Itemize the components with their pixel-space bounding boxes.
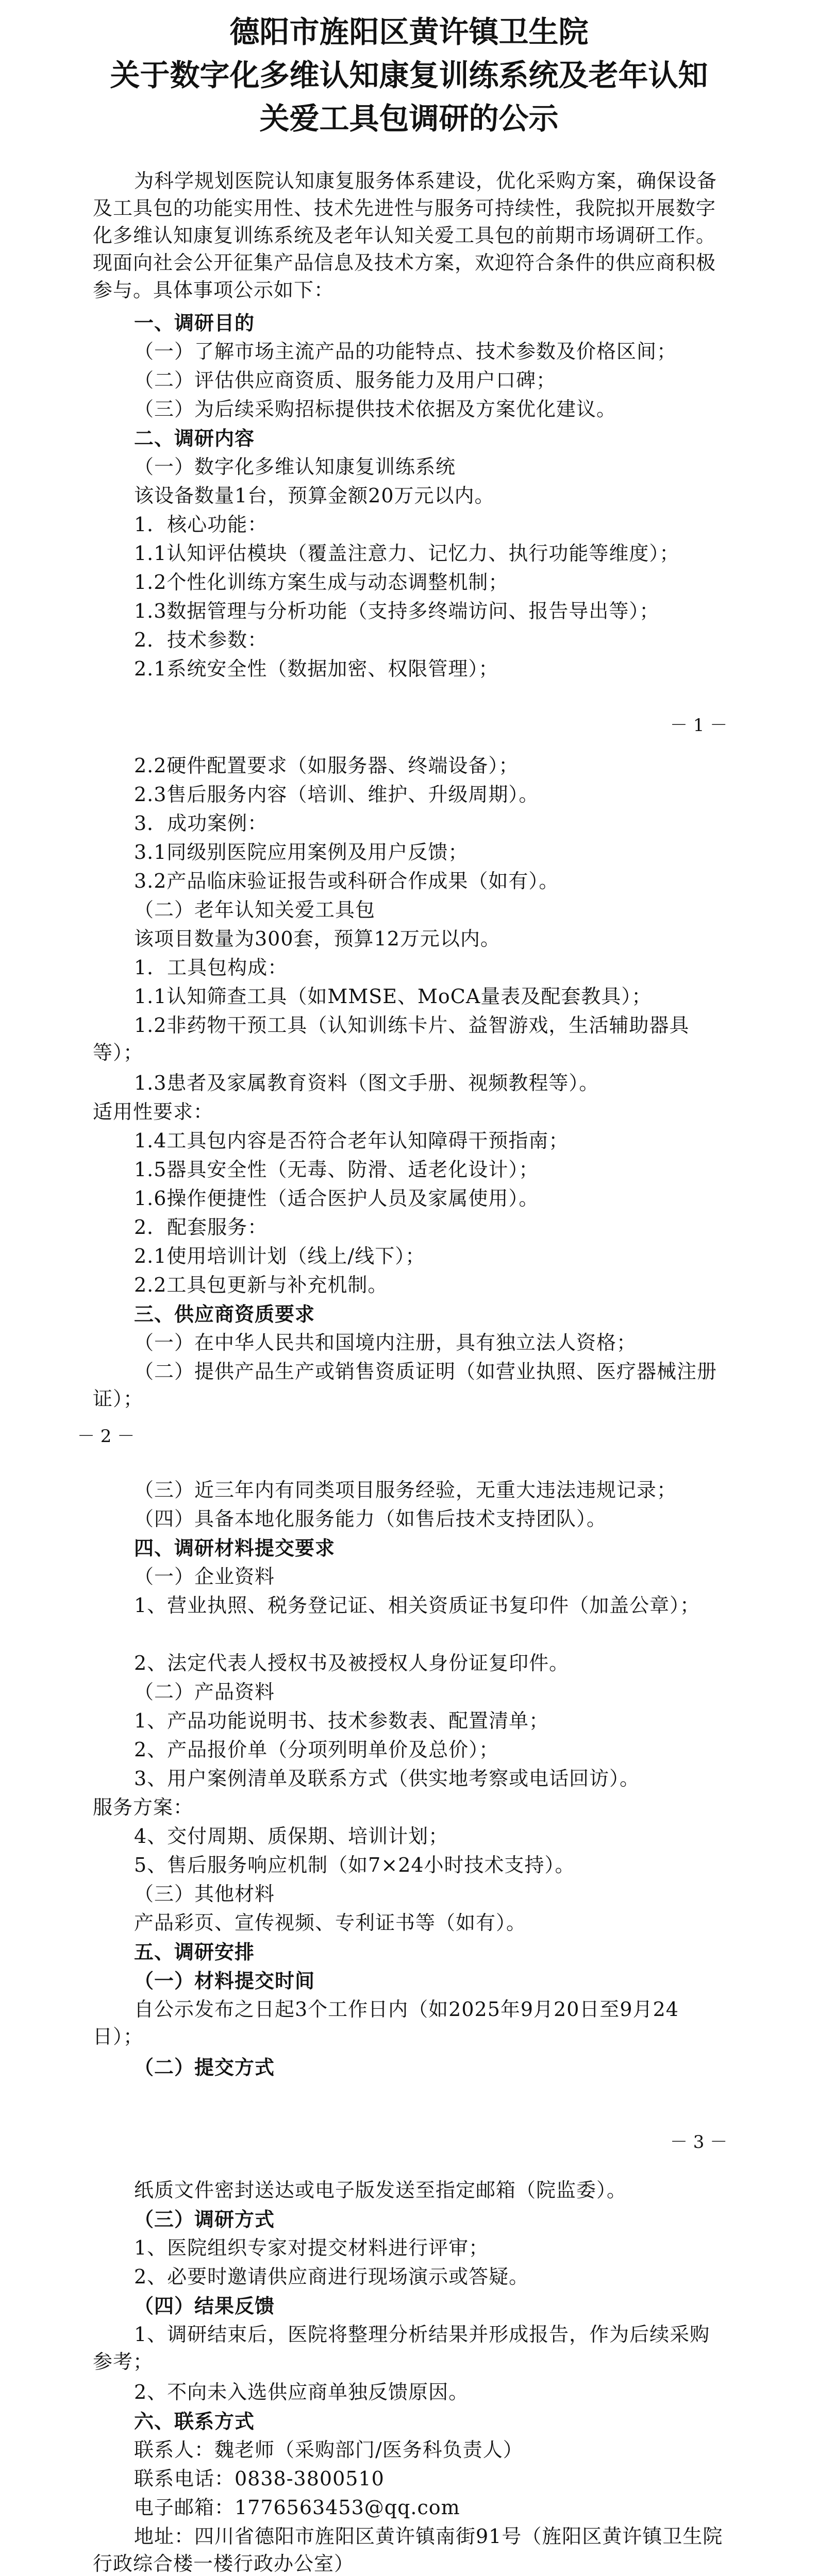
s5-b-text: 纸质文件密封送达或电子版发送至指定邮箱（院监委）。 [134, 2179, 627, 2201]
s5-a-text: 自公示发布之日起3个工作日内（如2025年9月20日至9月24日）； [93, 1998, 679, 2048]
title-line-2: 关于数字化多维认知康复训练系统及老年认知 [110, 58, 708, 93]
s4-b-item-3: 3、用户案例清单及联系方式（供实地考察或电话回访）。 [134, 1767, 640, 1790]
s2-b-items: 1．工具包构成： [134, 956, 288, 979]
contact-phone: 联系电话：0838-3800510 [134, 2467, 385, 2490]
intro-paragraph: 为科学规划医院认知康复服务体系建设，优化采购方案，确保设备及工具包的功能实用性、技术先进性与服务可持续性，我院拟开展数字化多维认知康复训练系统及老年认知关爱工具包的前期市场调研工作。现面向社会公开征集产品信息及技术方案，欢迎符合条件的供应商积极参与。具体事项公示如下： [93, 170, 717, 301]
s2-b-svc-2: 2.2工具包更新与补充机制。 [134, 1274, 388, 1296]
s2-b-item-2: 1.2非药物干预工具（认知训练卡片、益智游戏，生活辅助器具等）； [93, 1014, 690, 1064]
s2-a-heading: （一）数字化多维认知康复训练系统 [134, 455, 456, 478]
s4-a-heading: （一）企业资料 [134, 1565, 275, 1588]
s2-a-tech: 2．技术参数： [134, 629, 268, 651]
s2-a-core: 1．核心功能： [134, 513, 268, 536]
section-3-heading: 三、供应商资质要求 [134, 1302, 315, 1326]
s4-b-item-1: 1、产品功能说明书、技术参数表、配置清单； [134, 1709, 549, 1732]
s2-b-svc-1: 2.1使用培训计划（线上/线下）； [134, 1245, 426, 1267]
s3-item-2: （二）提供产品生产或销售资质证明（如营业执照、医疗器械注册证）； [93, 1360, 717, 1410]
s2-a-case-1: 3.1同级别医院应用案例及用户反馈； [134, 841, 469, 863]
s4-c-heading: （三）其他材料 [134, 1883, 275, 1905]
contact-address: 地址：四川省德阳市旌阳区黄许镇南街91号（旌阳区黄许镇卫生院行政综合楼一楼行政办公室） [93, 2525, 723, 2575]
page-number-2: － 2 － [77, 1426, 135, 1447]
s2-b-item-1: 1.1认知筛查工具（如MMSE、MoCA量表及配套教具）； [134, 985, 652, 1008]
s4-b-heading: （二）产品资料 [134, 1681, 275, 1703]
s2-b-req-2: 1.5器具安全性（无毒、防滑、适老化设计）； [134, 1158, 539, 1181]
contact-person: 联系人：魏老师（采购部门/医务科负责人） [134, 2438, 523, 2461]
title-line-3: 关爱工具包调研的公示 [259, 101, 559, 136]
s5-d-item-1: 1、调研结束后，医院将整理分析结果并形成报告，作为后续采购参考； [93, 2323, 710, 2373]
contact-email: 电子邮箱：1776563453@qq.com [134, 2496, 460, 2519]
s2-a-tech-1: 2.1系统安全性（数据加密、权限管理）； [134, 657, 499, 680]
s2-a-core-2: 1.2个性化训练方案生成与动态调整机制； [134, 571, 509, 594]
s2-b-heading: （二）老年认知关爱工具包 [134, 899, 376, 921]
s2-b-req-1: 1.4工具包内容是否符合老年认知障碍干预指南； [134, 1129, 569, 1152]
page-number-3: － 3 － [670, 2132, 728, 2153]
s2-b-item-3: 1.3患者及家属教育资料（图文手册、视频教程等）。 [134, 1072, 599, 1094]
s1-item-2: （二）评估供应商资质、服务能力及用户口碑； [134, 369, 557, 392]
s2-b-req: 适用性要求： [93, 1100, 214, 1123]
s5-a-heading: （一）材料提交时间 [134, 1969, 315, 1992]
s4-b-item-4: 服务方案： [93, 1796, 194, 1819]
s5-d-item-2: 2、不向未入选供应商单独反馈原因。 [134, 2381, 469, 2403]
section-5-heading: 五、调研安排 [134, 1940, 255, 1963]
s2-a-budget: 该设备数量1台，预算金额20万元以内。 [134, 484, 495, 507]
s5-d-heading: （四）结果反馈 [134, 2294, 275, 2317]
s5-c-heading: （三）调研方式 [134, 2208, 275, 2231]
section-1-heading: 一、调研目的 [134, 311, 255, 334]
section-2-heading: 二、调研内容 [134, 427, 255, 450]
title-line-1: 德阳市旌阳区黄许镇卫生院 [229, 14, 589, 49]
s2-a-case-2: 3.2产品临床验证报告或科研合作成果（如有）。 [134, 870, 559, 892]
s3-item-1: （一）在中华人民共和国境内注册，具有独立法人资格； [134, 1331, 637, 1354]
s2-a-core-1: 1.1认知评估模块（覆盖注意力、记忆力、执行功能等维度）； [134, 542, 680, 565]
s4-b-item-6: 5、售后服务响应机制（如7×24小时技术支持）。 [134, 1854, 575, 1876]
s2-a-case: 3．成功案例： [134, 812, 268, 835]
s4-a-item-2: 2、法定代表人授权书及被授权人身份证复印件。 [134, 1652, 570, 1674]
s1-item-3: （三）为后续采购招标提供技术依据及方案优化建议。 [134, 398, 617, 420]
s3-item-4: （四）具备本地化服务能力（如售后技术支持团队）。 [134, 1507, 607, 1530]
s4-b-item-2: 2、产品报价单（分项列明单价及总价）； [134, 1738, 499, 1761]
s4-c-item-1: 产品彩页、宣传视频、专利证书等（如有）。 [134, 1911, 527, 1934]
s2-b-svc: 2．配套服务： [134, 1216, 268, 1239]
s4-b-item-5: 4、交付周期、质保期、培训计划； [134, 1825, 449, 1848]
document-page [0, 10, 818, 2575]
s2-a-core-3: 1.3数据管理与分析功能（支持多终端访问、报告导出等）； [134, 600, 660, 622]
s5-c-item-1: 1、医院组织专家对提交材料进行评审； [134, 2236, 489, 2259]
s2-a-tech-2: 2.2硬件配置要求（如服务器、终端设备）； [134, 754, 519, 777]
s1-item-1: （一）了解市场主流产品的功能特点、技术参数及价格区间； [134, 340, 677, 363]
document-title [0, 10, 818, 140]
s5-c-item-2: 2、必要时邀请供应商进行现场演示或答疑。 [134, 2265, 529, 2288]
s2-b-budget: 该项目数量为300套，预算12万元以内。 [134, 927, 500, 950]
section-4-heading: 四、调研材料提交要求 [134, 1536, 336, 1560]
page-number-1: － 1 － [670, 715, 728, 736]
s4-a-item-1: 1、营业执照、税务登记证、相关资质证书复印件（加盖公章）； [134, 1594, 700, 1617]
s3-item-3: （三）近三年内有同类项目服务经验，无重大违法违规记录； [134, 1479, 677, 1501]
s5-b-heading: （二）提交方式 [134, 2056, 275, 2079]
s2-a-tech-3: 2.3售后服务内容（培训、维护、升级周期）。 [134, 783, 539, 806]
section-6-heading: 六、联系方式 [134, 2410, 255, 2433]
s2-b-req-3: 1.6操作便捷性（适合医护人员及家属使用）。 [134, 1187, 539, 1210]
